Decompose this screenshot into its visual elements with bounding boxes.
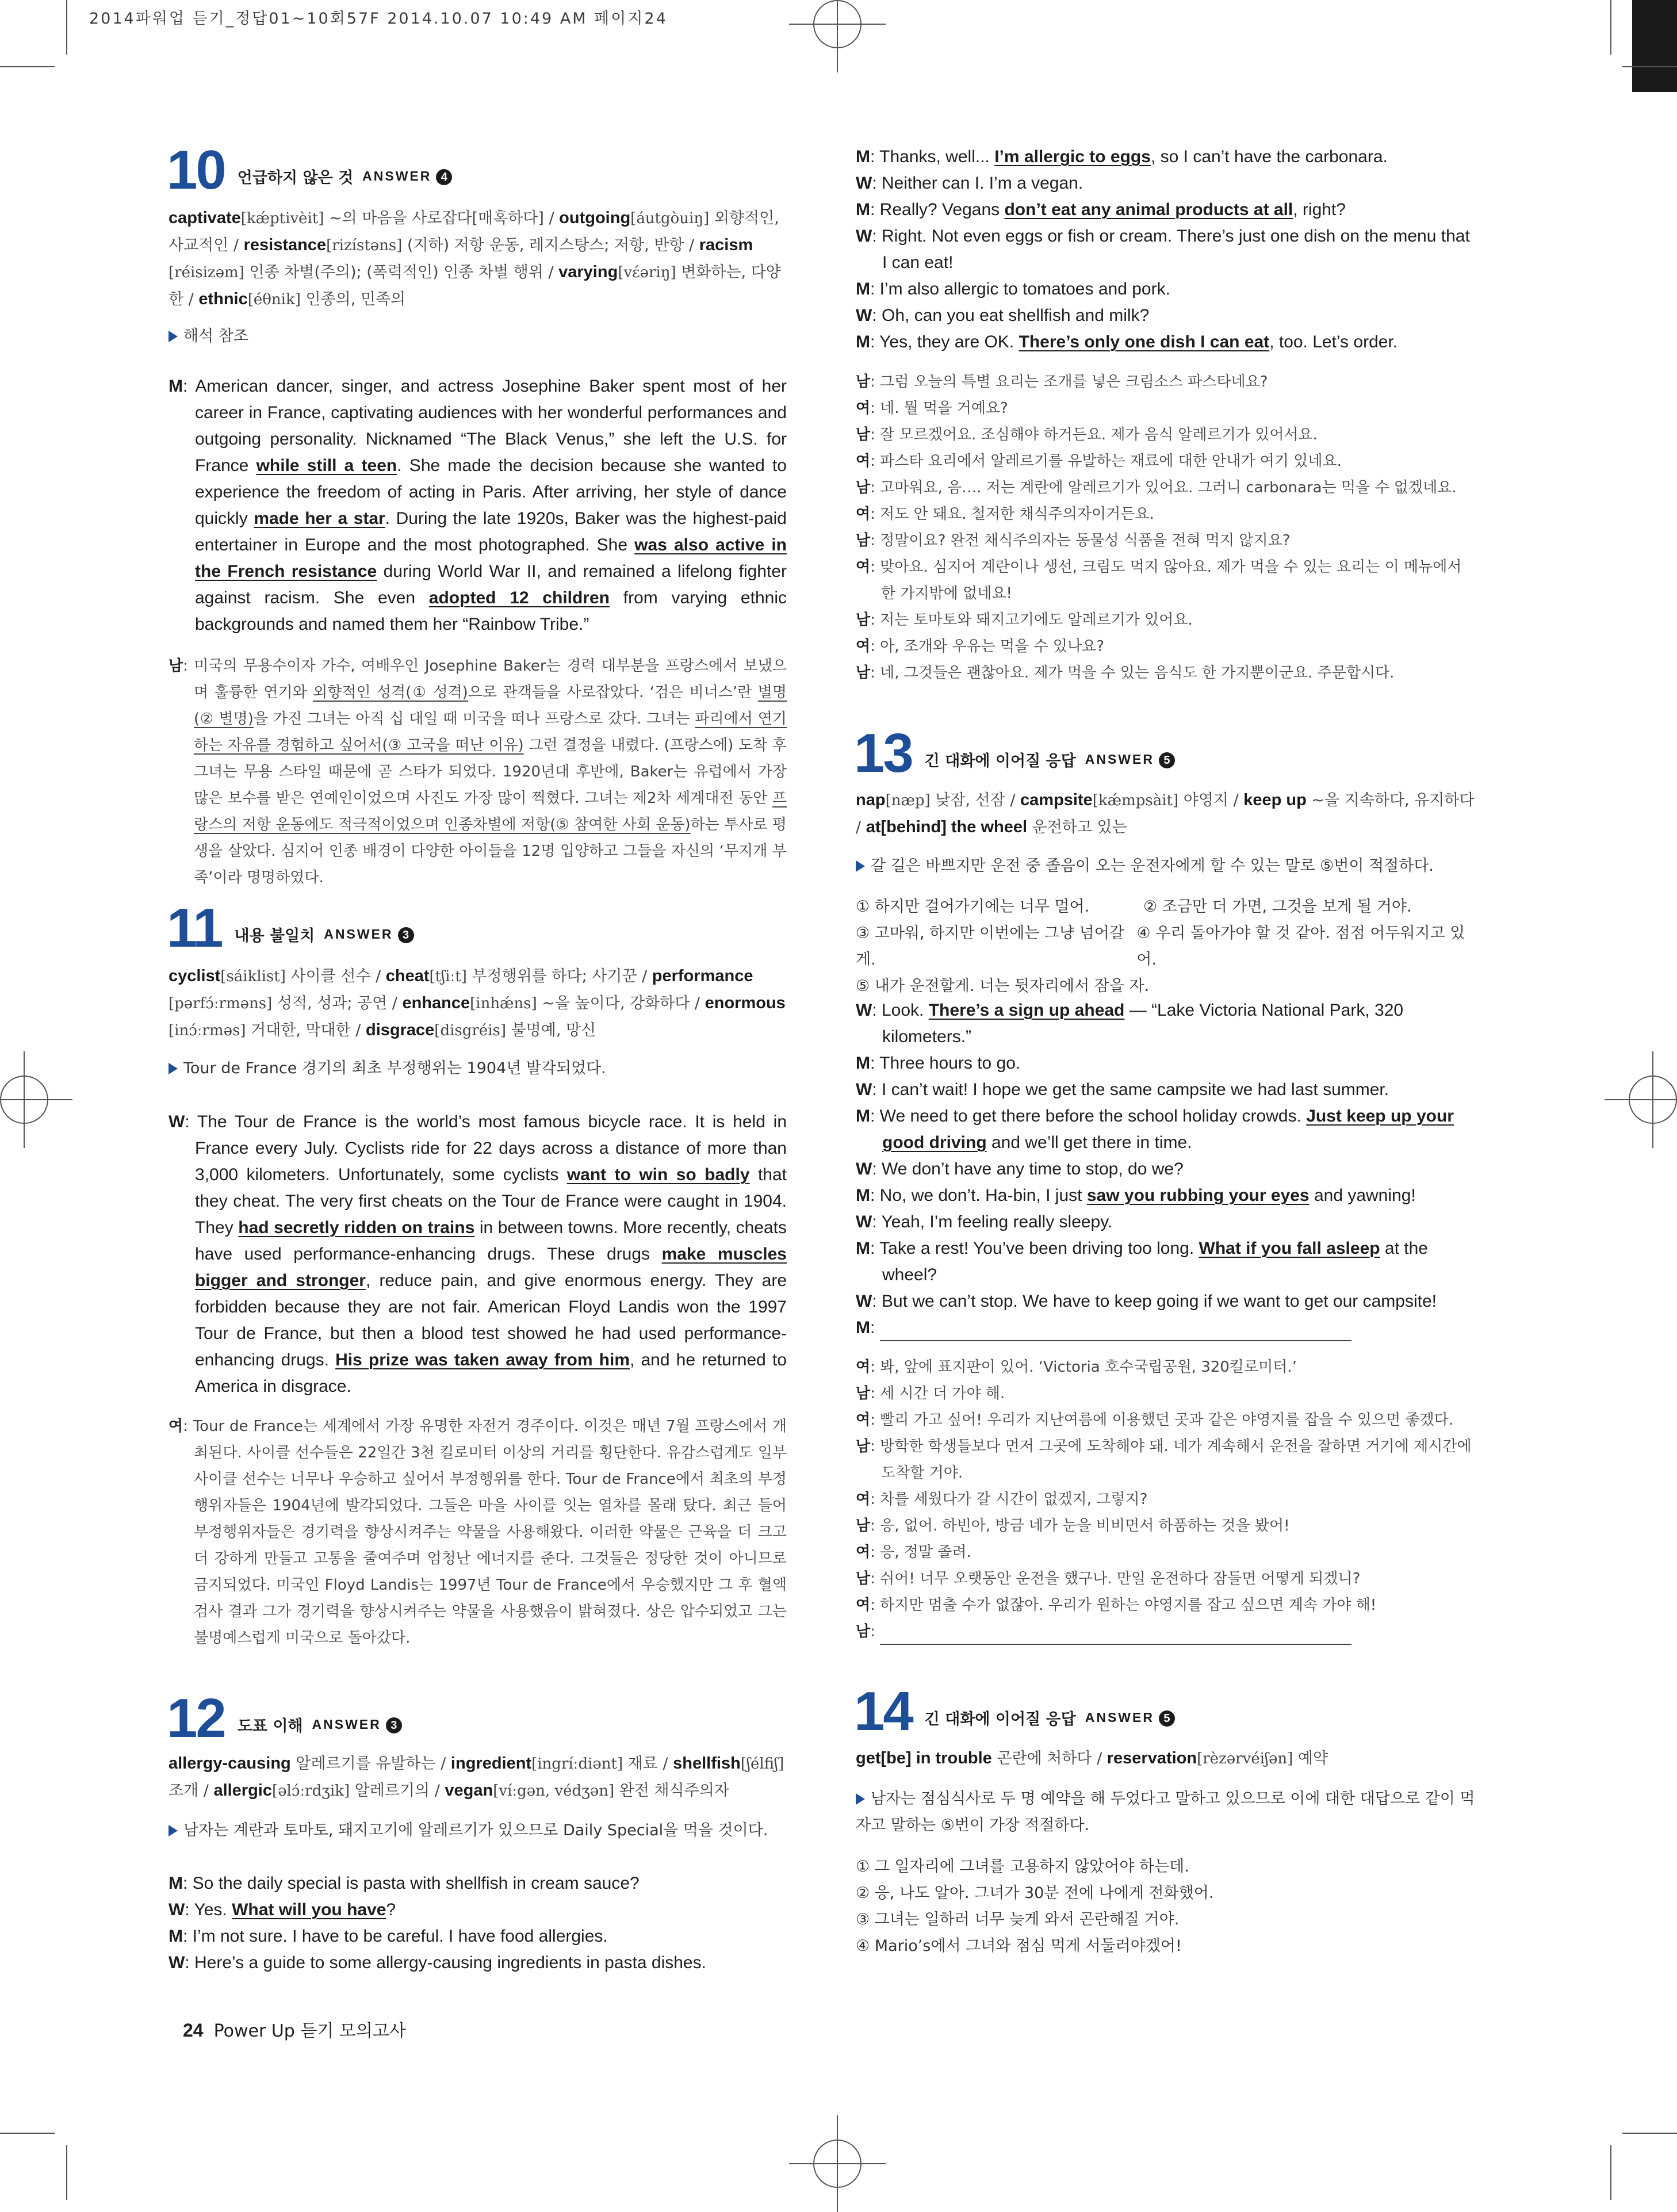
section-title: 내용 불일치 <box>234 927 315 945</box>
note-q13: 갈 길은 바쁘지만 운전 중 졸음이 오는 운전자에게 할 수 있는 말로 ⑤번이 적절하다. <box>856 853 1477 879</box>
choice-item: ③ 그녀는 일하러 너무 늦게 와서 곤란해질 거야. <box>856 1911 1180 1928</box>
print-header: 2014파워업 듣기_정답01~10회57F 2014.10.07 10:49 AM 페이지24 <box>89 10 668 28</box>
section-title: 도표 이해 <box>237 1717 303 1735</box>
choice-item: ① 하지만 걸어가기에는 너무 멀어. <box>856 898 1090 916</box>
translation-q12: 남: 그럼 오늘의 특별 요리는 조개를 넣은 크림소스 파스타네요? 여: 네. 뭘 먹을 거예요? 남: 잘 모르겠어요. 조심해야 하거든요. 제가 음식 알레르기가 있어서요. 여: 파스타 요리에서 알레르기를 유발하는 재료에 대한 안내가 여기 있네요. 남: 고마워요, 음…. 저는 계란에 알레르기가 있어요. 그러니 carbonara는 먹을 수 없겠네요. 여: 저도 안 돼요. 철저한 채식주의자이거든요. 남: 정말이요? 완전 채식주의자는 동물성 식품을 전혀 먹지 않지요? 여: 맞아요. 심지어 계란이나 생선, 크림도 먹지 않아요. 제가 먹을 수 있는 요리는 이 메뉴에서 한 가지밖에 없네요! 남: 저는 토마토와 돼지고기에도 알레르기가 있어요. 여: 아, 조개와 우유는 먹을 수 있나요? 남: 네, 그것들은 괜찮아요. 제가 먹을 수 있는 음식도 한 가지뿐이군요. 주문합시다. <box>856 373 1462 682</box>
translation-q10: 남: 미국의 무용수이자 가수, 여배우인 Josephine Baker는 경력 대부분을 프랑스에서 보냈으며 훌륭한 연기와 외향적인 성격(① 성격)으로 관객들을 사로잡았다. ‘검은 비너스’란 별명(② 별명)을 가진 그녀는 아직 십 대일 때 미국을 떠나 프랑스로 갔다. 그녀는 파리에서 연기하는 자유를 경험하고 싶어서(③ 고국을 떠난 이유) 그런 결정을 내렸다. (프랑스에) 도착 후 그녀는 무용 스타일 때문에 곧 스타가 되었다. 1920년대 후반에, Baker는 유럽에서 가장 많은 보수를 받은 연예인이었으며 사진도 가장 많이 찍혔다. 그녀는 제2차 세계대전 동안 프랑스의 저항 운동에도 적극적이었으며 인종차별에 저항(⑤ 참여한 사회 운동)하는 투사로 평생을 살았다. 심지어 인종 배경이 다양한 아이들을 12명 입양하고 그들을 자신의 ‘무지개 부족’이라 명명하였다. <box>169 657 787 886</box>
choices-q13 <box>856 894 1477 1000</box>
crop-mark <box>1610 0 1611 55</box>
choice-item: ⑤ 내가 운전할게. 너는 뒷자리에서 잠을 자. <box>856 977 1150 995</box>
color-bar <box>1632 0 1677 92</box>
section-title: 언급하지 않은 것 <box>237 169 354 187</box>
answer-label: ANSWER 3 <box>312 1717 402 1733</box>
page-number: 24 <box>183 2020 204 2041</box>
crop-mark <box>1610 2145 1611 2200</box>
answer-label: ANSWER 3 <box>324 927 413 943</box>
registration-mark-icon <box>813 2140 862 2188</box>
choice-item: ③ 고마워, 하지만 이번에는 그냥 넘어갈게. <box>856 924 1124 969</box>
choice-item: ② 조금만 더 가면, 그것을 보게 될 거야. <box>1143 898 1412 916</box>
vocabulary-q13: nap[næp] 낮잠, 선잠 / campsite[kǽmpsàit] 야영지 / keep up ~을 지속하다, 유지하다 / at[behind] the wheel 운전하고 있는 <box>856 791 1475 836</box>
section-header-q11 <box>167 897 414 959</box>
transcript-q12-part1: M: So the daily special is pasta with shellfish in cream sauce? W: Yes. What will you have? M: I’m not sure. I have to be careful. I have food allergies. W: Here’s a guide to some allergy-causing ingredients in pasta dishes. <box>169 1874 706 1972</box>
circled-number-icon: 3 <box>398 927 414 943</box>
circled-number-icon: 4 <box>436 169 452 185</box>
section-header-q10 <box>167 139 452 201</box>
triangle-right-icon <box>856 860 865 872</box>
choice-item: ④ Mario’s에서 그녀와 점심 먹게 서둘러야겠어! <box>856 1937 1182 1955</box>
section-header-q13 <box>854 722 1175 784</box>
transcript-q13: W: Look. There’s a sign up ahead — “Lake Victoria National Park, 320 kilometers.” M: Three hours to go. W: I can’t wait! I hope we get the same campsite we had last summer. M: We need to get there before the school holiday crowds. Just keep up your good driving and we’ll get there in time. W: We don’t have any time to stop, do we? M: No, we don’t. Ha-bin, I just saw you rubbing your eyes and yawning! W: Yeah, I’m feeling really sleepy. M: Take a rest! You’ve been driving too long. What if you fall asleep at the wheel? W: But we can’t stop. We have to keep going if we want to get our campsite! M: <box>856 997 1477 1341</box>
registration-mark-icon <box>1629 1076 1677 1124</box>
choice-item: ② 응, 나도 알아. 그녀가 30분 전에 나에게 전화했어. <box>856 1884 1214 1902</box>
note-q10: 해석 참조 <box>169 323 787 350</box>
triangle-right-icon <box>169 1825 178 1836</box>
transcript-q12-part2: M: Thanks, well... I’m allergic to eggs, so I can’t have the carbonara. W: Neither can I. I’m a vegan. M: Really? Vegans don’t eat any animal products at all, right? W: Right. Not even eggs or fish or cream. There’s just one dish on the menu that I can eat! M: I’m also allergic to tomatoes and pork. W: Oh, can you eat shellfish and milk? M: Yes, they are OK. There’s only one dish I can eat, too. Let’s order. <box>856 147 1470 351</box>
transcript-q11: W: The Tour de France is the world’s most famous bicycle race. It is held in France every July. Cyclists ride for 22 days across a distance of more than 3,000 kilometers. Unfortunately, some cyclists want to win so badly that they cheat. The very first cheats on the Tour de France were caught in 1904. They had secretly ridden on trains in between towns. More recently, cheats have used performance-enhancing drugs. These drugs make muscles bigger and stronger, reduce pain, and give enormous energy. They are forbidden because they are not fair. American Floyd Landis won the 1997 Tour de France, but then a blood test showed he had used performance-enhancing drugs. His prize was taken away from him, and he returned to America in disgrace. <box>169 1112 787 1396</box>
translation-q13: 여: 봐, 앞에 표지판이 있어. ‘Victoria 호수국립공원, 320킬로미터.’ 남: 세 시간 더 가야 해. 여: 빨리 가고 싶어! 우리가 지난여름에 이용했던 곳과 같은 야영지를 잡을 수 있으면 좋겠다. 남: 방학한 학생들보다 먼저 그곳에 도착해야 돼. 네가 계속해서 운전을 잘하면 거기에 제시간에 도착할 거야. 여: 차를 세웠다가 갈 시간이 없겠지, 그렇지? 남: 응, 없어. 하빈아, 방금 네가 눈을 비비면서 하품하는 것을 봤어! 여: 응, 정말 졸려. 남: 쉬어! 너무 오랫동안 운전을 했구나. 만일 운전하다 잠들면 어떻게 되겠니? 여: 하지만 멈출 수가 없잖아. 우리가 원하는 야영지를 잡고 싶으면 계속 가야 해! 남: <box>856 1354 1477 1645</box>
crop-mark <box>0 2133 55 2134</box>
answer-label: ANSWER 4 <box>362 169 452 185</box>
choice-item: ① 그 일자리에 그녀를 고용하지 않았어야 하는데. <box>856 1858 1189 1876</box>
section-header-q14 <box>854 1681 1175 1742</box>
circled-number-icon: 3 <box>386 1717 402 1733</box>
vocabulary-q11: cyclist[sáiklist] 사이클 선수 / cheat[tʃiːt] 부정행위를 하다; 사기꾼 / performance [pərfɔ́ːrməns] 성적, 성과; 공연 / enhance[inhǽns] ~을 높이다, 강화하다 / enormous [inɔ́ːrməs] 거대한, 막대한 / disgrace[disgréis] 불명예, 망신 <box>169 967 786 1039</box>
note-q14: 남자는 점심식사로 두 명 예약을 해 두었다고 말하고 있으므로 이에 대한 대답으로 같이 먹자고 말하는 ⑤번이 가장 적절하다. <box>856 1790 1475 1834</box>
note-q12: 남자는 계란과 토마토, 돼지고기에 알레르기가 있으므로 Daily Special을 먹을 것이다. <box>169 1817 787 1844</box>
circled-number-icon: 5 <box>1159 752 1175 768</box>
crop-mark <box>66 2145 67 2200</box>
vocabulary-q12: allergy-causing 알레르기를 유발하는 / ingredient[ingríːdiənt] 재료 / shellfish[ʃélfiʃ] 조개 / allergic[əlɔ́ːrdʒik] 알레르기의 / vegan[víːgən, védʒən] 완전 채식주의자 <box>169 1754 784 1800</box>
vocabulary-q14: get[be] in trouble 곤란에 처하다 / reservation[rèzərvéiʃən] 예약 <box>856 1749 1328 1767</box>
triangle-right-icon <box>169 1063 178 1074</box>
transcript-q10: M: American dancer, singer, and actress Josephine Baker spent most of her career in France, captivating audiences with her wonderful performances and outgoing personality. Nicknamed “The Black Venus,” she left the U.S. for France while still a teen. She made the decision because she wanted to experience the freedom of acting in Paris. After arriving, her style of dance quickly made her a star. During the late 1920s, Baker was the highest-paid entertainer in Europe and the most photographed. She was also active in the French resistance during World War II, and remained a lifelong fighter against racism. She even adopted 12 children from varying ethnic backgrounds and named them her “Rainbow Tribe.” <box>169 377 787 634</box>
answer-label: ANSWER 5 <box>1085 752 1175 768</box>
note-q11: Tour de France 경기의 최초 부정행위는 1904년 발각되었다. <box>169 1055 787 1082</box>
translation-q11: 여: Tour de France는 세계에서 가장 유명한 자전거 경주이다. 이것은 매년 7월 프랑스에서 개최된다. 사이클 선수들은 22일간 3천 킬로미터 이상의 거리를 횡단한다. 유감스럽게도 일부 사이클 선수는 너무나 우승하고 싶어서 부정행위를 한다. Tour de France에서 최초의 부정행위자들은 1904년에 발각되었다. 그들은 마을 사이를 잇는 열차를 몰래 탔다. 최근 들어 부정행위자들은 경기력을 향상시켜주는 약물을 사용해왔다. 이러한 약물은 근육을 더 크고 더 강하게 만들고 고통을 줄여주며 엄청난 에너지를 준다. 그것들은 정당한 것이 아니므로 금지되었다. 미국인 Floyd Landis는 1997년 Tour de France에서 우승했지만 그 후 혈액검사 결과 그가 경기력을 향상시켜주는 약물을 사용했음이 밝혀졌다. 상은 압수되었고 그는 불명예스럽게 미국으로 돌아갔다. <box>169 1418 787 1647</box>
section-number: 14 <box>854 1681 912 1742</box>
crop-mark <box>66 0 67 55</box>
section-number: 12 <box>167 1687 225 1749</box>
crop-mark <box>1622 2133 1677 2134</box>
answer-label: ANSWER 5 <box>1085 1710 1175 1727</box>
vocabulary-q10: captivate[kǽptivèit] ~의 마음을 사로잡다[매혹하다] / outgoing[áutgòuiŋ] 외향적인, 사교적인 / resistance[rizístəns] (지하) 저항 운동, 레지스탕스; 저항, 반항 / racism [réisizəm] 인종 차별(주의); (폭력적인) 인종 차별 행위 / varying[vɛ́əriŋ] 변화하는, 다양한 / ethnic[éθnik] 인종의, 민족의 <box>169 209 781 308</box>
section-title: 긴 대화에 이어질 응답 <box>924 752 1076 770</box>
section-header-q12 <box>167 1687 402 1749</box>
choice-item: ④ 우리 돌아가야 할 것 같아. 점점 어두워지고 있어. <box>1136 924 1465 969</box>
registration-mark-icon <box>813 0 862 48</box>
choices-q14 <box>856 1854 1477 1960</box>
section-number: 11 <box>167 897 222 959</box>
section-number: 10 <box>167 139 225 201</box>
book-title: Power Up 듣기 모의고사 <box>213 2021 406 2041</box>
triangle-right-icon <box>169 331 178 342</box>
section-number: 13 <box>854 722 912 784</box>
answer-blank <box>880 1627 1351 1645</box>
registration-mark-icon <box>0 1076 48 1124</box>
crop-mark <box>0 66 55 67</box>
crop-mark <box>1622 66 1677 67</box>
page-footer <box>183 2016 406 2042</box>
section-title: 긴 대화에 이어질 응답 <box>924 1710 1076 1728</box>
circled-number-icon: 5 <box>1159 1710 1175 1727</box>
triangle-right-icon <box>856 1793 865 1805</box>
answer-blank <box>880 1323 1351 1341</box>
